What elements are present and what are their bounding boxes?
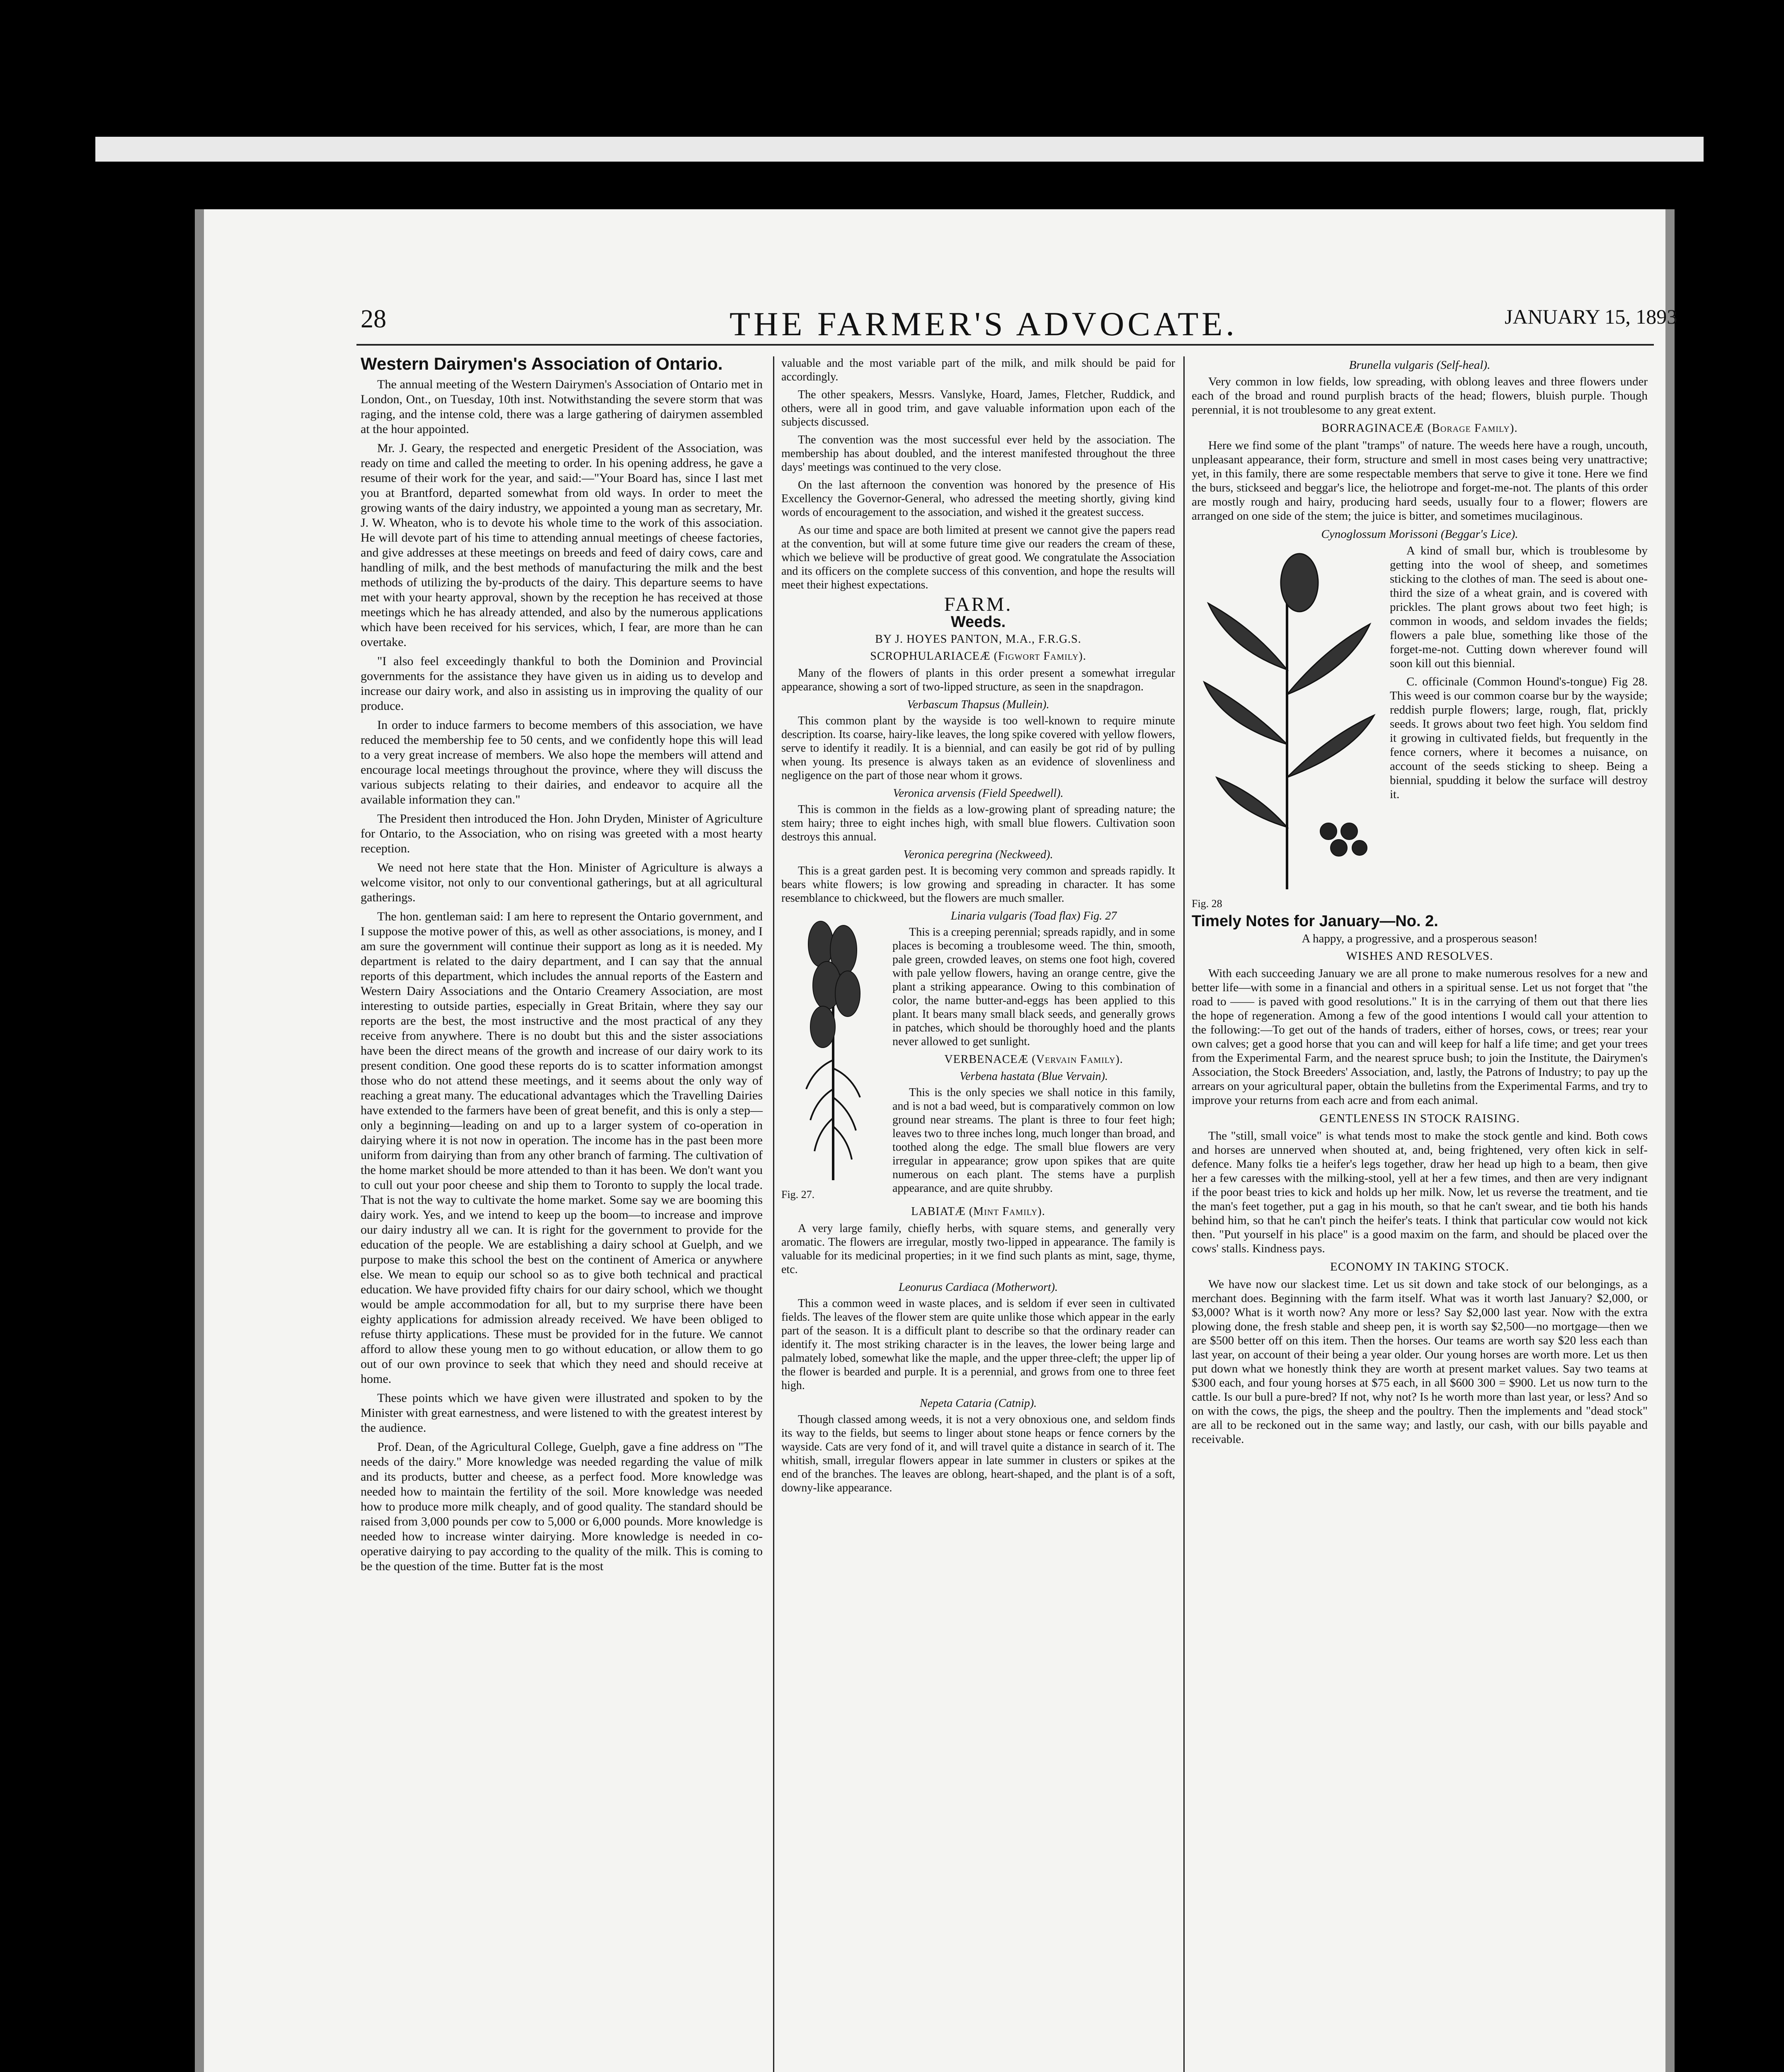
paragraph: The hon. gentleman said: I am here to represent the Ontario government, and I suppose the motive power of this, as well as other associations, is money, and I am sure the government will continue their support as long as it is needed. My department is related to the dairy department, and I can say that the annual reports of this department, which includes the annual reports of the Eastern and Western Dairy Associations and the Ontario Creamery Association, are most interesting to outside parties, especially in Great Britain, where they say our reports are the best, the most instructive and the most practical of any they receive from anywhere. There is no doubt but this and the sister associations have been the direct means of the growth and increase of our dairy work to its present condition. One good these reports do is to scatter information amongst those who do not attend these meetings, and it seems about the only way of reaching a great many. The educational advantages which the Travelling Dairies have extended to the farmers have been of great benefit, and this is only a step—only a beginning—leading on and up to a larger system of co-operation in dairying where it is not now in operation. The income has in the past been more uniform from dairying than from any other branch of farming. The cultivation of the home market should be more attended to than it has been. We don't want you to cull out your poor cheese and ship them to Toronto to supply the local trade. That is not the way to cultivate the home market. Some say we are booming this dairy work. Yes, and we intend to keep up the boom—to increase and improve our dairy industry all we can. It is right for the government to provide for the education of the people. We are establishing a dairy school at Guelph, and we purpose to make this school the best on the continent of America or anywhere else. We mean to equip our school so as to give both technical and practical education. We have provided fifty chairs for our dairy school, which we thought would be ample accommodation for all, but to my surprise there have been eighty applications for admission already received. We have been obliged to refuse thirty applications. These must be provided for in the future. We cannot afford to allow these young men to go without education, or allow them to go out of our own province to seek that which they need and should receive at home. (361, 910, 763, 1386)
subheading: A happy, a progressive, and a prosperous season! (1302, 932, 1538, 945)
paragraph: This common plant by the wayside is too well-known to require minute description. Its coarse, hairy-like leaves, the long spike covered with yellow flowers, serve to identify it readily. It is a biennial, and can easily be got rid of by pulling when young. Its presence is always taken as an evidence of slovenliness and negligence on the part of those near whom it grows. (781, 714, 1175, 782)
article-heading-dairymen: Western Dairymen's Association of Ontario. (361, 354, 723, 373)
family-heading: VERBENACEÆ (Vervain Family). (944, 1053, 1123, 1066)
column-2 (781, 356, 1175, 1499)
article-heading-weeds: Weeds. (950, 613, 1006, 631)
column-rule-1 (773, 356, 774, 2072)
scan-top-strip (95, 137, 1704, 162)
paragraph: Very common in low fields, low spreading, with oblong leaves and three flowers under each of the broad and round purplish bracts of the head; flowers, bluish purple. Though perennial, it is not troublesome to any great extent. (1192, 375, 1648, 416)
header-rule (356, 344, 1654, 346)
section-heading-farm: FARM. (944, 593, 1013, 615)
figure-caption: Fig. 27. (781, 1188, 815, 1201)
subsection-heading: GENTLENESS IN STOCK RAISING. (1319, 1112, 1520, 1125)
family-heading: LABIATÆ (Mint Family). (911, 1205, 1045, 1218)
paragraph: The convention was the most successful ever held by the association. The membership has about doubled, and the interest manifested throughout the three days' meetings was continued to the very close. (781, 433, 1175, 474)
species-heading: Verbascum Thapsus (Mullein). (907, 698, 1050, 711)
species-heading: Leonurus Cardiaca (Motherwort). (899, 1281, 1058, 1294)
article-heading-timely-notes: Timely Notes for January—No. 2. (1192, 913, 1438, 930)
species-heading: Brunella vulgaris (Self-heal). (1349, 358, 1491, 372)
houndstongue-illustration (1192, 545, 1382, 893)
species-heading: Cynoglossum Morissoni (Beggar's Lice). (1321, 528, 1518, 541)
paragraph: This is common in the fields as a low-growing plant of spreading nature; the stem hairy; three to eight inches high, with small blue flowers. Cultivation soon destroys this annual. (781, 803, 1175, 843)
column-rule-2 (1183, 356, 1185, 2072)
paragraph: As our time and space are both limited at present we cannot give the papers read at the convention, but will at some future time give our readers the cream of these, which we believe will be productive of great good. We congratulate the Association and its officers on the complete success of this convention, and hope the results will meet their highest expectations. (781, 524, 1175, 591)
paragraph: This a common weed in waste places, and is seldom if ever seen in cultivated fields. The leaves of the flower stem are quite unlike those which appear in the early part of the season. It is a difficult plant to describe so that the ordinary reader can identify it. The most striking character is in the leaves, the lower being large and palmately lobed, somewhat like the maple, and the upper three-cleft; the upper lip of the flower is bearded and purple. It is a perennial, and grows from one to three feet high. (781, 1297, 1175, 1392)
masthead-title: THE FARMER'S ADVOCATE. (730, 305, 1238, 343)
paragraph: Many of the flowers of plants in this order present a somewhat irregular appearance, showing a sort of two-lipped structure, as seen in the snapdragon. (781, 667, 1175, 693)
species-heading: Veronica peregrina (Neckweed). (903, 848, 1053, 861)
paragraph: A kind of small bur, which is troublesome by getting into the wool of sheep, and sometimes sticking to the clothes of man. The seed is about one-third the size of a wheat grain, and is covered with prickles. The plant grows about two feet high; is common in woods, and seldom invades the fields; flowers a pale blue, something like those of the forget-me-not. Cutting down wherever found will soon kill out this biennial. (1390, 544, 1648, 670)
paragraph: valuable and the most variable part of the milk, and milk should be paid for accordingly. (781, 357, 1175, 383)
paragraph: A very large family, chiefly herbs, with square stems, and generally very aromatic. The flowers are irregular, mostly two-lipped in appearance. The family is valuable for its medicinal properties; in it we find such plants as mint, sage, thyme, etc. (781, 1222, 1175, 1276)
paragraph: C. officinale (Common Hound's-tongue) Fig 28. This weed is our common coarse bur by the wayside; reddish purple flowers; large, rough, flat, prickly seeds. It grows about two feet high. You seldom find it growing in cultivated fields, but frequently in the fence corners, where it becomes a nuisance, on account of the seeds sticking to sheep. Being a biennial, spudding it below the surface will destroy it. (1390, 675, 1648, 801)
paragraph: On the last afternoon the convention was honored by the presence of His Excellency the Governor-General, who adressed the meeting shortly, giving kind words of encouragement to the association, and wished it the greatest success. (781, 479, 1175, 519)
page-number: 28 (361, 305, 386, 333)
paragraph: This is a creeping perennial; spreads rapidly, and in some places is becoming a troublesome weed. The thin, smooth, pale green, crowded leaves, on stems one foot high, covered with pale yellow flowers, having an orange centre, give the plant a striking appearance. Owing to this combination of color, the name butter-and-eggs has been applied to this plant. It bears many small black seeds, and generally grows in patches, which should be thoroughly hoed and the plants never allowed to get sunlight. (892, 926, 1175, 1048)
species-heading: Verbena hastata (Blue Vervain). (960, 1070, 1108, 1083)
paragraph: The "still, small voice" is what tends most to make the stock gentle and kind. Both cows and horses are unnerved when shouted at, and, being frightened, very often kick in self-defence. Many folks tie a heifer's legs together, draw her head up high to a beam, then give her a few caresses with the milking-stool, yell at her a few times, and then are very indignant if the poor beast tries to kick and holds up her milk. Now, let us reverse the treatment, and tie the man's feet together, put a gag in his mouth, so that he can't swear, and tie both his hands behind him, so that he can't pinch the heifer's teats. I think that particular cow would not kick then. "Put yourself in his place" is a good maxim on the farm, and should be placed over the cows' stalls. Kindness pays. (1192, 1129, 1648, 1255)
species-heading: Linaria vulgaris (Toad flax) Fig. 27 (950, 910, 1117, 922)
paragraph: Mr. J. Geary, the respected and energetic President of the Association, was ready on time and called the meeting to order. In his opening address, he gave a resume of their work for the year, and said:—"Your Board has, since I last met you at Brantford, departed somewhat from old ways. In order to meet the growing wants of the dairy industry, we appointed a young man as secretary, Mr. J. W. Wheaton, who is to devote his whole time to the work of this association. He will devote part of his time to attending annual meetings of cheese factories, and give addresses at these meetings on breeds and feed of dairy cows, care and handling of milk, and the best methods of manufacturing the milk and the best methods of utilizing the by-products of the dairy. This departure seems to have met with your hearty approval, shown by the reception he has received at those meetings which he has already attended, and also by the numerous applications which have been received for his services, which, I fear, are more than he can overtake. (361, 441, 763, 649)
page-left-edge (195, 209, 204, 2072)
paragraph: We have now our slackest time. Let us sit down and take stock of our belongings, as a merchant does. Beginning with the farm itself. What was it worth last January? $2,000, or $3,000? What is it worth now? Any more or less? Say $2,000 last year. Now with the extra plowing done, the fresh stable and sheep pen, it is worth say $2,500—no mortgage—then we are $500 better off on this item. Then the horses. Our teams are worth say $20 less each than last year, on account of their being a year older. Our young horses are worth more. Let us then put down what we honestly think they are worth at present market values. Say two teams at $300 each, and four young horses at $75 each, in all $600 300 = $900. Let us now turn to the cattle. Is our bull a pure-bred? If not, why not? Is he worth more than last year, or less? And so on with the cows, the pigs, the sheep and the poultry. Then the implements and "dead stock" are all to be reckoned out in the same way; and lastly, our cash, with our bills payable and receivable. (1192, 1278, 1648, 1446)
paragraph: With each succeeding January we are all prone to make numerous resolves for a new and better life—with some in a financial and others in a spiritual sense. Let us not forget that "the road to —— is paved with good resolutions." It is in the carrying of them out that there lies the hope of regeneration. Among a few of the good intentions I would call your attention to the following:—To get out of the hands of traders, either of horses, cows, or trees; rear your own calves; get a good horse that you can and will keep for half a life time; and get your trees from the Experimental Farm, and the nearest spruce bush; to join the Institute, the Dairymen's Association, the Stock Breeders' Association, and, lastly, the Patrons of Industry; to pay up the arrears on your agricultural paper, obtain the bulletins from the Experimental Farms, and try to improve your returns from each acre and from each animal. (1192, 967, 1648, 1107)
paragraph: The President then introduced the Hon. John Dryden, Minister of Agriculture for Ontario, to the Association, who on rising was greeted with a most hearty reception. (361, 812, 763, 855)
paragraph: In order to induce farmers to become members of this association, we have reduced the membership fee to 50 cents, and we confidently hope this will lead to a very great increase of members. We also hope the members will attend and encourage local meetings throughout the province, where they will discuss the various subjects relating to their dairies, and endeavor to acquire all the available information they can." (361, 718, 763, 806)
column-3 (1192, 356, 1648, 1450)
paragraph: These points which we have given were illustrated and spoken to by the Minister with great earnestness, and were listened to with the greatest interest by the audience. (361, 1391, 763, 1435)
figure-27-toadflax (781, 911, 885, 1201)
byline: BY J. HOYES PANTON, M.A., F.R.G.S. (875, 633, 1081, 646)
subsection-heading: WISHES AND RESOLVES. (1346, 949, 1493, 963)
paragraph: Though classed among weeds, it is not a very obnoxious one, and seldom finds its way to the fields, but seems to linger about stone heaps or fence corners by the wayside. Cats are very fond of it, and will travel quite a distance in search of it. The whitish, small, irregular flowers appear in late summer in clusters or spikes at the end of the branches. The leaves are oblong, heart-shaped, and the plant is of a soft, downy-like appearance. (781, 1413, 1175, 1494)
species-heading: Nepeta Cataria (Catnip). (919, 1397, 1037, 1410)
figure-28-houndstongue (1192, 545, 1382, 911)
paragraph: This is the only species we shall notice in this family, and is not a bad weed, but is comparatively common on low ground near streams. The plant is three to four feet high; leaves two to three inches long, much longer than broad, and toothed along the edge. The small blue flowers are very irregular in appearance; grow upon spikes that are quite numerous on each plant. The stems have a purplish appearance, and are quite shrubby. (892, 1086, 1175, 1195)
paragraph: The annual meeting of the Western Dairymen's Association of Ontario met in London, Ont., on Tuesday, 10th inst. Notwithstanding the severe storm that was raging, and the intense cold, there was a large gathering of dairymen assembled at the hour appointed. (361, 378, 763, 436)
column-1 (361, 356, 763, 1578)
family-heading: SCROPHULARIACEÆ (Figwort Family). (870, 650, 1086, 663)
paragraph: Prof. Dean, of the Agricultural College, Guelph, gave a fine address on "The needs of the dairy." More knowledge was needed regarding the value of milk and its products, butter and cheese, as a perfect food. More knowledge was needed how to maintain the fertility of the soil. More knowledge was needed how to produce more milk cheaply, and of good quality. The standard should be raised from 3,000 pounds per cow to 5,000 or 6,000 pounds. More knowledge is needed how to increase winter dairying. More knowledge is needed in co-operative dairying to pay according to the quality of the milk. This is coming to be the question of the time. Butter fat is the most (361, 1440, 763, 1573)
family-heading: BORRAGINACEÆ (Borage Family). (1321, 421, 1518, 435)
toadflax-illustration (781, 911, 885, 1184)
species-heading: Veronica arvensis (Field Speedwell). (893, 787, 1064, 800)
paragraph: We need not here state that the Hon. Minister of Agriculture is always a welcome visitor, not only to our conventional gatherings, but at all agricultural gatherings. (361, 861, 763, 904)
paragraph: Here we find some of the plant "tramps" of nature. The weeds here have a rough, uncouth, unpleasant appearance, their form, structure and smell in most cases being very unattractive; yet, in this family, there are some respectable members that serve to give it tone. Here we find the burs, stickseed and beggar's lice, the heliotrope and forget-me-not. The plants of this order are mostly rough and hairy, producing hard seeds, usually four to a flower; flowers are arranged on one side of the stem; the juice is bitter, and sometimes mucilaginous. (1192, 439, 1648, 523)
figure-caption: Fig. 28 (1192, 898, 1222, 910)
subsection-heading: ECONOMY IN TAKING STOCK. (1330, 1260, 1509, 1273)
paragraph: This is a great garden pest. It is becoming very common and spreads rapidly. It bears white flowers; is low growing and spreading in character. It has some resemblance to chickweed, but the flowers are much smaller. (781, 864, 1175, 905)
paragraph: "I also feel exceedingly thankful to both the Dominion and Provincial governments for the assistance they have given us in aiding us to develop and increase our dairy work, and also in assisting us in improving the quality of our produce. (361, 654, 763, 713)
page-right-edge (1665, 209, 1675, 2072)
issue-date: JANUARY 15, 1893 (1505, 305, 1677, 328)
paragraph: The other speakers, Messrs. Vanslyke, Hoard, James, Fletcher, Ruddick, and others, were all in good trim, and gave valuable information upon each of the subjects discussed. (781, 388, 1175, 428)
